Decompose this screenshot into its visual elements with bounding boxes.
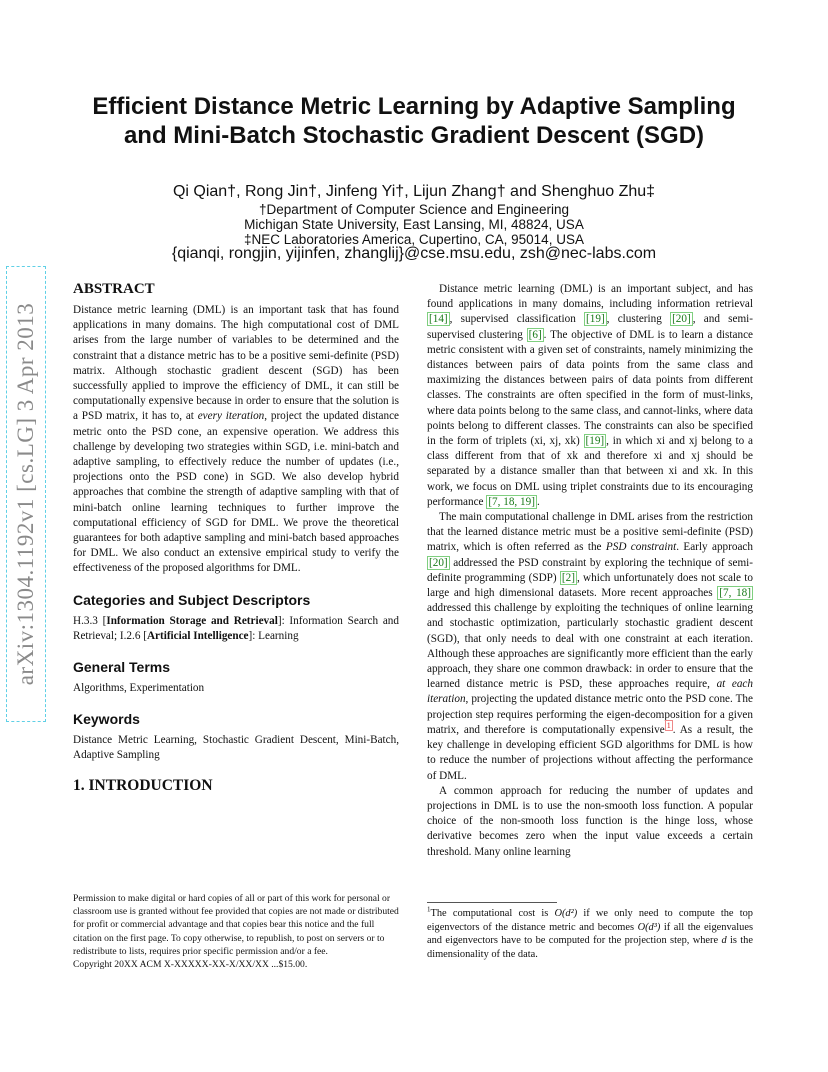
p1-a: Distance metric learning (DML) is an important subject, and has found applications in many domains, including information retrieval bbox=[427, 283, 753, 311]
footnote-mark: 1 bbox=[427, 905, 431, 914]
arxiv-stamp bbox=[6, 266, 46, 722]
citation-link[interactable]: [14] bbox=[429, 313, 448, 326]
categories-t2: ]: Information Search and Retrieval; I.2.6 [ bbox=[73, 614, 399, 642]
affiliation-nec: ‡NEC Laboratories America, Cupertino, CA, 95014, USA bbox=[244, 232, 584, 247]
affiliation-msu-address: Michigan State University, East Lansing, MI, 48824, USA bbox=[244, 217, 584, 232]
citation-link[interactable]: [20] bbox=[672, 313, 691, 326]
intro-paragraph-3: A common approach for reducing the number of updates and projections in DML is to use the non-smooth loss function. A popular choice of the non-smooth loss function is the hinge loss, whose derivative becomes zero when the input value exceeds a certain threshold. Many online learning bbox=[427, 784, 753, 858]
general-terms-heading: General Terms bbox=[73, 659, 171, 676]
author-list: Qi Qian†, Rong Jin†, Jinfeng Yi†, Lijun Zhang† and Shenghuo Zhu‡ bbox=[172, 183, 656, 200]
arxiv-id: arXiv:1304.1192v1 [cs.LG] 3 Apr 2013 bbox=[13, 302, 38, 686]
general-terms-text: Algorithms, Experimentation bbox=[73, 682, 205, 695]
p2-b: . Early approach bbox=[676, 541, 753, 554]
fn-c: if all the eigenvalues and eigenvectors have to be computed for the projection step, where bbox=[427, 921, 753, 947]
p1-e: . The objective of DML is to learn a distance metric consistent with a given set of constraints, namely minimizing the distances between pairs of data points from the same class and maximizing the distances between pairs of data points from different classes. The constraints are often specified in the form of must-links, where data points belong to the same class, and cannot-links, where data points belong to different classes. The constraints can also be specified in the form of triplets bbox=[427, 328, 753, 448]
p1-b: , supervised classification bbox=[449, 313, 585, 326]
p1-d: , and semi-supervised clustering bbox=[427, 313, 754, 341]
author-emails: {qianqi, rongjin, yijinfen, zhanglij}@cse.msu.edu, zsh@nec-labs.com bbox=[171, 245, 657, 262]
intro-paragraph-2 bbox=[427, 510, 753, 784]
permission-notice bbox=[73, 892, 399, 971]
fn-a: The computational cost is bbox=[430, 908, 555, 919]
p2-italic-2: at each iteration bbox=[427, 678, 753, 706]
fn-b: if we only need to compute the top eigenvectors of the distance metric and becomes bbox=[427, 908, 753, 933]
paper-title bbox=[40, 92, 788, 150]
abstract-text-italic: every iteration bbox=[197, 410, 265, 423]
citation-link[interactable]: [7, 18, 19] bbox=[488, 495, 535, 508]
p2-g: . As a result, the key challenge in developing efficient SGD algorithms for DML is how to reduce the number of projections without affecting the performance of DML. bbox=[427, 723, 753, 782]
p2-c: addressed the PSD constraint by exploring the technique of semi-definite programming (SDP) bbox=[427, 556, 753, 584]
categories-t1: H.3.3 [ bbox=[73, 614, 107, 627]
categories-b2: Artificial Intelligence bbox=[146, 629, 249, 642]
categories-b1: Information Storage and Retrieval bbox=[106, 614, 278, 627]
footnote-link[interactable]: 1 bbox=[666, 721, 671, 731]
citation-link[interactable]: [20] bbox=[429, 556, 448, 569]
right-column bbox=[427, 282, 753, 860]
p2-e: addressed this challenge by exploiting the techniques of online learning and stochastic optimization, particularly stochastic gradient descent (SGD), that only needs to deal with one constraint at each iteration. Although these approaches are significantly more efficient than the early approach, they share one common drawback: in order to ensure that the learned distance metric is PSD, these approaches require, bbox=[427, 602, 753, 691]
fn-d: is the dimensionality of the data. bbox=[427, 935, 753, 960]
citation-link[interactable]: [19] bbox=[586, 313, 605, 326]
left-column bbox=[73, 280, 399, 793]
footnote-text bbox=[427, 907, 753, 961]
p1-f: , in which xi and xj belong to a class different from that of xk and therefore xi and xj should be separated by a distance smaller than that between xi and xk. In this work, we focus on DML using triplet constraints due to its encouraging performance bbox=[427, 435, 754, 508]
footnote bbox=[427, 907, 753, 961]
p2-d: , which unfortunately does not scale to large and high dimensional datasets. More recent approaches bbox=[427, 571, 753, 600]
permission-text: Permission to make digital or hard copies of all or part of this work for personal or classroom use is granted without fee provided that copies are not made or distributed for profit or commercial advantage and that copies bear this notice and the full citation on the first page. To copy otherwise, to republish, to post on servers or to redistribute to lists, requires prior specific permission and/or a fee. bbox=[73, 893, 399, 957]
p2-f: , projecting the updated distance metric onto the PSD cone. The projection step requires performing the eigen-decomposition for a given matrix, and therefore is computationally expensive bbox=[427, 693, 753, 736]
keywords-heading: Keywords bbox=[73, 711, 140, 728]
title-line-2: and Mini-Batch Stochastic Gradient Descent (SGD) bbox=[123, 122, 705, 149]
fn-math-3: d bbox=[721, 935, 727, 947]
triplet-notation: (xi, xj, xk) bbox=[530, 435, 580, 448]
copyright-line: Copyright 20XX ACM X-XXXXX-XX-X/XX/XX ...$15.00. bbox=[73, 959, 308, 971]
abstract-text-part-1: Distance metric learning (DML) is an important task that has found applications in many domains. The high computational cost of DML arises from the large number of variables to be determined and the constraint that a distance metric has to be a positive semi-definite (PSD) matrix. Although stochastic gradient descent (SGD) has been successfully applied to improve the efficiency of DML, it can still be computationally expensive because in order to ensure that the solution is a PSD matrix, it has to, at bbox=[73, 304, 399, 423]
keywords-text: Distance Metric Learning, Stochastic Gradient Descent, Mini-Batch, Adaptive Sampling bbox=[73, 734, 399, 762]
fn-math-2: O(d³) bbox=[637, 921, 661, 933]
categories-heading: Categories and Subject Descriptors bbox=[73, 591, 311, 608]
citation-link[interactable]: [2] bbox=[561, 571, 575, 584]
fn-math-1: O(d²) bbox=[554, 908, 578, 919]
p1-g: . bbox=[536, 495, 540, 508]
categories-text bbox=[73, 614, 399, 644]
p1-c: , clustering bbox=[606, 313, 671, 326]
citation-link[interactable]: [19] bbox=[585, 435, 605, 448]
abstract-text bbox=[73, 303, 399, 577]
footnote-rule bbox=[427, 902, 557, 903]
p2-italic: PSD constraint bbox=[605, 541, 677, 554]
citation-link[interactable]: [6] bbox=[528, 328, 542, 341]
affiliation-msu-dept: †Department of Computer Science and Engineering bbox=[259, 202, 569, 217]
title-line-1: Efficient Distance Metric Learning by Adaptive Sampling bbox=[92, 93, 736, 120]
citation-link[interactable]: [7, 18] bbox=[719, 587, 751, 600]
introduction-heading: 1. INTRODUCTION bbox=[73, 776, 213, 794]
abstract-heading: ABSTRACT bbox=[73, 281, 155, 297]
abstract-text-part-2: , project the updated distance metric onto the PSD cone, an expensive operation. We address this challenge by developing two strategies within SGD, i.e. mini-batch and adaptive sampling, to effectively reduce the number of updates (i.e., projections onto the PSD cone) in SGD. We also develop hybrid approaches that combine the strength of adaptive sampling with that of mini-batch online learning techniques to further improve the computational efficiency of SGD for DML. We prove the theoretical guarantees for both adaptive sampling and mini-batch based approaches for DML. We also conduct an extensive empirical study to verify the effectiveness of the proposed algorithms for DML. bbox=[73, 410, 400, 575]
categories-t3: ]: Learning bbox=[248, 629, 299, 642]
p2-a: The main computational challenge in DML arises from the restriction that the learned distance metric must be a positive semi-definite (PSD) matrix, which is often referred as the bbox=[427, 511, 753, 554]
intro-paragraph-1 bbox=[427, 282, 753, 510]
